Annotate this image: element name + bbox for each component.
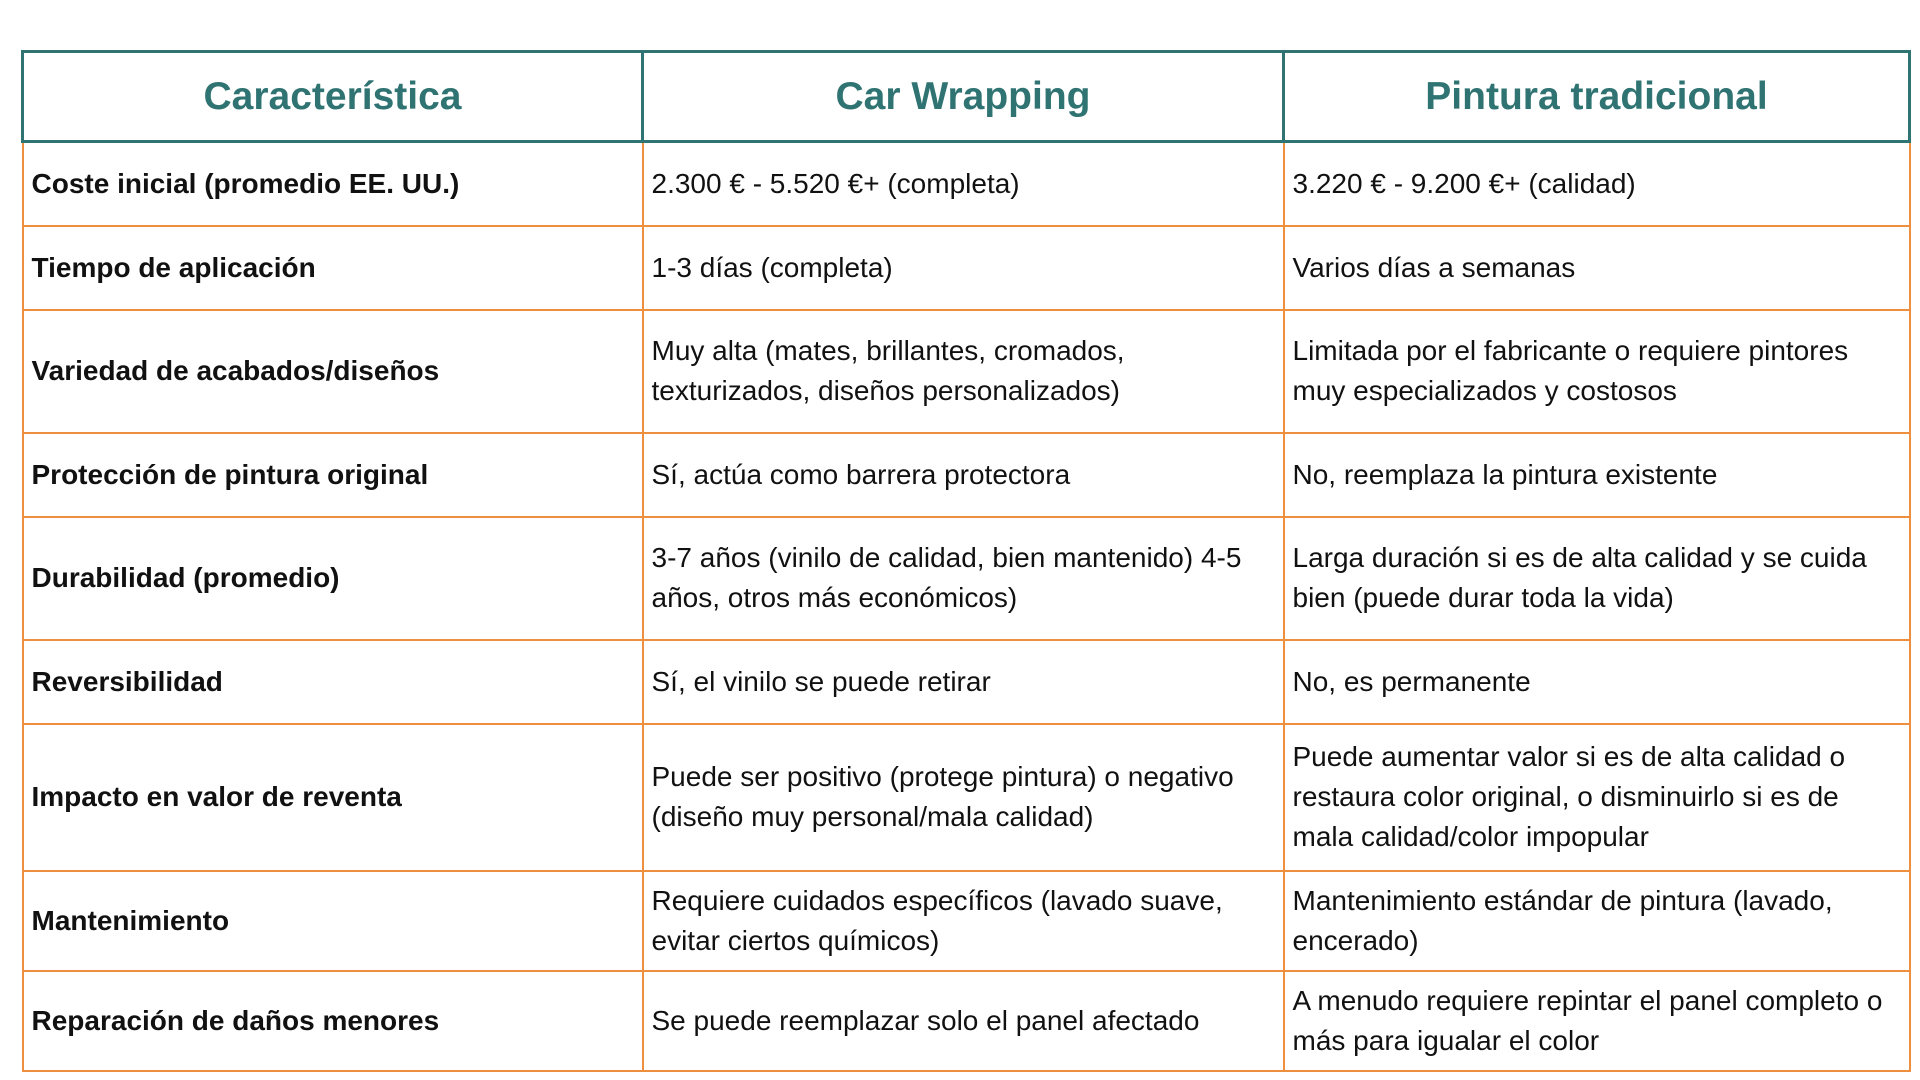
table-row bbox=[23, 310, 1910, 433]
feature-cell: Tiempo de aplicación bbox=[23, 226, 643, 310]
paint-cell: No, es permanente bbox=[1284, 640, 1910, 724]
comparison-table bbox=[21, 50, 1911, 1072]
paint-cell: Limitada por el fabricante o requiere pintores muy especializados y costosos bbox=[1284, 310, 1910, 433]
paint-cell: 3.220 € - 9.200 €+ (calidad) bbox=[1284, 142, 1910, 226]
wrapping-cell: Sí, actúa como barrera protectora bbox=[643, 433, 1284, 517]
comparison-table-container bbox=[21, 50, 1908, 1072]
table-row bbox=[23, 871, 1910, 971]
table-body bbox=[23, 142, 1910, 1071]
table-row bbox=[23, 640, 1910, 724]
table-header bbox=[23, 52, 1910, 142]
paint-cell: Larga duración si es de alta calidad y se cuida bien (puede durar toda la vida) bbox=[1284, 517, 1910, 640]
header-row bbox=[23, 52, 1910, 142]
paint-cell: A menudo requiere repintar el panel completo o más para igualar el color bbox=[1284, 971, 1910, 1071]
wrapping-cell: 3-7 años (vinilo de calidad, bien mantenido) 4-5 años, otros más económicos) bbox=[643, 517, 1284, 640]
table-row bbox=[23, 433, 1910, 517]
feature-cell: Reversibilidad bbox=[23, 640, 643, 724]
feature-cell: Coste inicial (promedio EE. UU.) bbox=[23, 142, 643, 226]
table-row bbox=[23, 517, 1910, 640]
feature-cell: Reparación de daños menores bbox=[23, 971, 643, 1071]
table-row bbox=[23, 971, 1910, 1071]
feature-cell: Mantenimiento bbox=[23, 871, 643, 971]
feature-cell: Durabilidad (promedio) bbox=[23, 517, 643, 640]
header-feature: Característica bbox=[23, 52, 643, 142]
paint-cell: Puede aumentar valor si es de alta calidad o restaura color original, o disminuirlo si es de mala calidad/color impopular bbox=[1284, 724, 1910, 871]
header-car-wrapping: Car Wrapping bbox=[643, 52, 1284, 142]
wrapping-cell: Puede ser positivo (protege pintura) o negativo (diseño muy personal/mala calidad) bbox=[643, 724, 1284, 871]
feature-cell: Impacto en valor de reventa bbox=[23, 724, 643, 871]
wrapping-cell: 2.300 € - 5.520 €+ (completa) bbox=[643, 142, 1284, 226]
table-row bbox=[23, 724, 1910, 871]
paint-cell: Mantenimiento estándar de pintura (lavado, encerado) bbox=[1284, 871, 1910, 971]
paint-cell: No, reemplaza la pintura existente bbox=[1284, 433, 1910, 517]
wrapping-cell: Se puede reemplazar solo el panel afectado bbox=[643, 971, 1284, 1071]
paint-cell: Varios días a semanas bbox=[1284, 226, 1910, 310]
header-traditional-paint: Pintura tradicional bbox=[1284, 52, 1910, 142]
feature-cell: Protección de pintura original bbox=[23, 433, 643, 517]
wrapping-cell: Sí, el vinilo se puede retirar bbox=[643, 640, 1284, 724]
table-row bbox=[23, 226, 1910, 310]
wrapping-cell: Muy alta (mates, brillantes, cromados, texturizados, diseños personalizados) bbox=[643, 310, 1284, 433]
wrapping-cell: Requiere cuidados específicos (lavado suave, evitar ciertos químicos) bbox=[643, 871, 1284, 971]
feature-cell: Variedad de acabados/diseños bbox=[23, 310, 643, 433]
table-row bbox=[23, 142, 1910, 226]
wrapping-cell: 1-3 días (completa) bbox=[643, 226, 1284, 310]
